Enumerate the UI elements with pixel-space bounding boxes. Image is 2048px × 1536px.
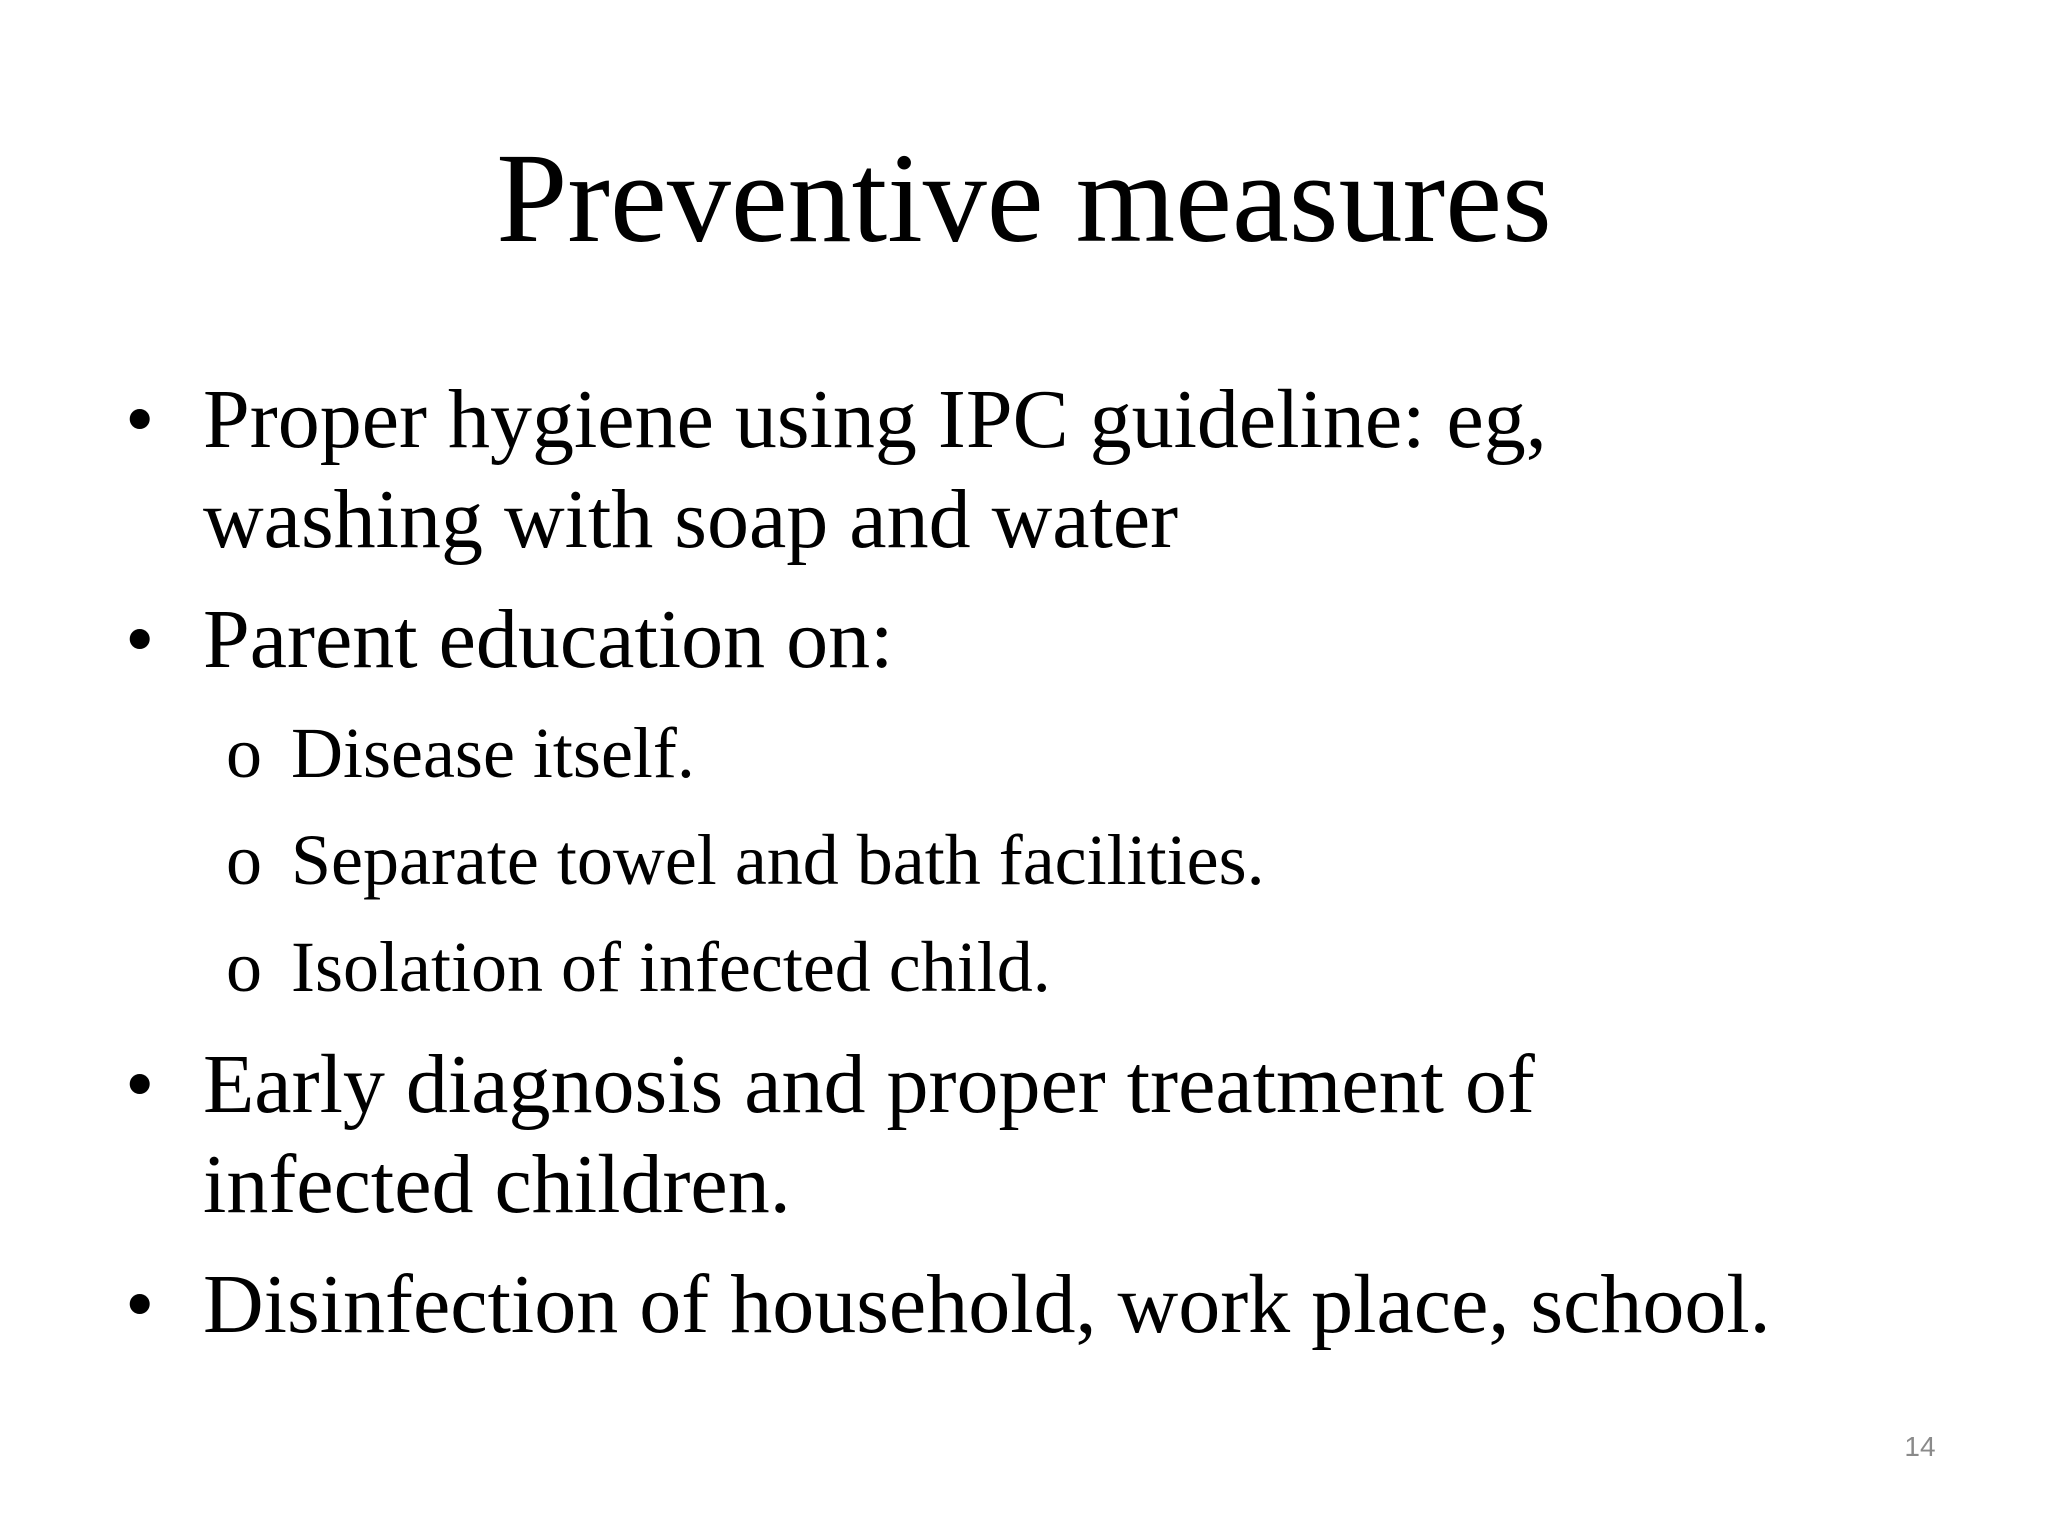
page-number: 14 xyxy=(1904,1431,1936,1462)
slide-title: Preventive measures xyxy=(496,127,1552,269)
bullet-text-line: Proper hygiene using IPC guideline: eg, xyxy=(203,373,1547,466)
sub-item-text: Separate towel and bath facilities. xyxy=(291,820,1265,900)
sub-item-text: Disease itself. xyxy=(291,713,695,793)
bullet-text-line: washing with soap and water xyxy=(203,473,1179,566)
sub-bullet-marker: o xyxy=(226,927,262,1007)
bullet-text-line: Disinfection of household, work place, school. xyxy=(203,1258,1771,1351)
bullet-marker: • xyxy=(125,593,155,686)
sub-item-text: Isolation of infected child. xyxy=(291,927,1051,1007)
bullet-text-line: Early diagnosis and proper treatment of xyxy=(203,1038,1535,1131)
bullet-text-line: infected children. xyxy=(203,1138,791,1231)
bullet-marker: • xyxy=(125,373,155,466)
bullet-marker: • xyxy=(125,1038,155,1131)
bullet-text-line: Parent education on: xyxy=(203,593,894,686)
bullet-marker: • xyxy=(125,1258,155,1351)
sub-bullet-marker: o xyxy=(226,713,262,793)
sub-bullet-marker: o xyxy=(226,820,262,900)
